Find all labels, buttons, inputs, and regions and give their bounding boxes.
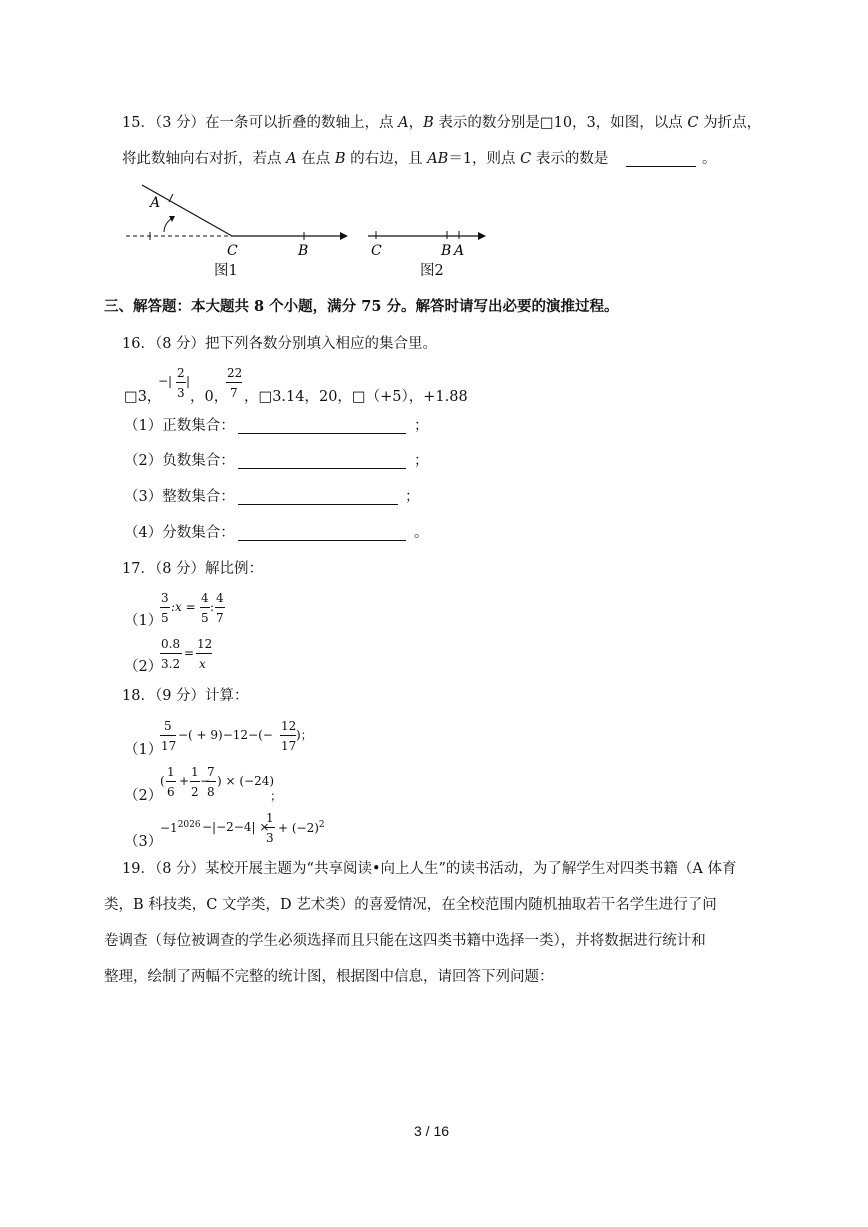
q17-part-1-label: （1） bbox=[124, 613, 163, 629]
q17-p1-fraction-c: 4 7 bbox=[216, 591, 224, 625]
fig1-label-c: C bbox=[227, 243, 238, 259]
q16-number-1: □3， bbox=[124, 389, 162, 405]
fig1-label-a: A bbox=[150, 195, 161, 211]
q16-number-zero: ，0， bbox=[190, 389, 229, 405]
q16-set-4-end: 。 bbox=[414, 525, 429, 541]
q15-line-1: 15．（3 分）在一条可以折叠的数轴上，点 A，B 表示的数分别是□10，3，如图，以点 C 为折点， bbox=[122, 115, 762, 131]
q19-line-3: 卷调查（每位被调查的学生必须选择而且只能在这四类书籍中选择一类），并将数据进行统计和 bbox=[104, 933, 706, 949]
q18-p1-fraction-b: 12 17 bbox=[281, 719, 297, 753]
fig2-label-b: B bbox=[441, 243, 452, 259]
q18-p1-end: )； bbox=[296, 728, 313, 742]
q18-p3-fraction: 1 3 bbox=[266, 811, 274, 845]
q17-p2-fraction-a: 0.8 3.2 bbox=[161, 637, 181, 671]
q19-line-2: 类，B 科技类，C 文学类，D 艺术类）的喜爱情况，在全校范围内随机抽取若干名学生进行了问 bbox=[104, 897, 717, 913]
q16-fraction-22-7: 22 7 bbox=[227, 366, 243, 400]
q16-set-3-label: （3）整数集合： bbox=[124, 489, 235, 505]
q16-set-1-end: ； bbox=[414, 418, 429, 434]
q18-p2-fraction-b: 1 2 bbox=[191, 765, 199, 799]
q16-title: 16．（8 分）把下列各数分别填入相应的集合里。 bbox=[122, 336, 438, 352]
q18-part-2-label: （2） bbox=[124, 788, 163, 804]
fig2-caption: 图2 bbox=[420, 263, 444, 279]
q16-set-4-blank[interactable] bbox=[238, 540, 406, 541]
q18-title: 18．（9 分）计算： bbox=[122, 688, 249, 704]
fig1-fold-arrow-head-icon bbox=[169, 216, 175, 222]
q18-p3-term-c: + $(-2)^2$ bbox=[278, 820, 325, 835]
q16-set-1-label: （1）正数集合： bbox=[124, 418, 235, 434]
q16-set-2-blank[interactable] bbox=[238, 468, 406, 469]
q18-p2-end: ) × (−24) bbox=[217, 774, 275, 788]
q18-p2-fraction-a: 1 6 bbox=[167, 765, 175, 799]
q18-p2-open: ( bbox=[160, 774, 165, 788]
q16-abs-right: | bbox=[186, 374, 191, 388]
q16-set-4-label: （4）分数集合： bbox=[124, 525, 235, 541]
q17-p1-fraction-a: 3 5 bbox=[161, 591, 169, 625]
q16-set-3-end: ； bbox=[405, 489, 420, 505]
fig1-caption: 图1 bbox=[214, 263, 238, 279]
fig1-fold-arrow bbox=[164, 218, 172, 232]
q17-p2-fraction-b: 12 x bbox=[197, 637, 213, 671]
fig2-label-c: C bbox=[371, 243, 382, 259]
q18-p3-term-b: −|−2−4| × bbox=[202, 820, 270, 834]
q16-fraction-2-3: 2 3 bbox=[177, 366, 185, 400]
q16-abs-left: −| bbox=[158, 374, 173, 388]
q19-line-4: 整理，绘制了两幅不完整的统计图，根据图中信息，请回答下列问题： bbox=[104, 969, 554, 985]
q16-set-3-blank[interactable] bbox=[238, 504, 398, 505]
fig1-label-b: B bbox=[298, 243, 309, 259]
q18-p2-minus: − bbox=[200, 774, 211, 788]
fig1-arrow-icon bbox=[340, 232, 348, 240]
q17-title: 17．（8 分）解比例： bbox=[122, 561, 264, 577]
q17-p1-fraction-b: 4 5 bbox=[201, 591, 209, 625]
q18-p2-semicolon: ； bbox=[270, 789, 283, 803]
fig2-label-a: A bbox=[454, 243, 465, 259]
q17-p2-equals: = bbox=[184, 646, 195, 660]
fig2-arrow-icon bbox=[478, 232, 486, 240]
q15-end: 。 bbox=[702, 151, 717, 167]
q19-line-1: 19．（8 分）某校开展主题为“共享阅读•向上人生”的读书活动，为了解学生对四类书籍（A 体育 bbox=[122, 861, 737, 877]
figure-1 bbox=[120, 180, 350, 260]
q18-p1-fraction-a: 5 17 bbox=[161, 719, 177, 753]
q16-set-2-end: ； bbox=[414, 453, 429, 469]
q18-part-1-label: （1） bbox=[124, 742, 163, 758]
q17-part-2-label: （2） bbox=[124, 659, 163, 675]
q17-p1-middle: :x = bbox=[171, 600, 196, 614]
section-3-heading: 三、解答题：本大题共 8 个小题，满分 75 分。解答时请写出必要的演推过程。 bbox=[104, 298, 619, 315]
q18-p2-fraction-c: 7 8 bbox=[207, 765, 215, 799]
q18-p3-term-a: $-1^{2026}$ bbox=[160, 820, 201, 835]
q16-set-1-blank[interactable] bbox=[238, 433, 406, 434]
q18-p1-middle: −( + 9)−12−(− bbox=[178, 728, 273, 742]
figure-2 bbox=[362, 220, 492, 260]
q15-line-2: 将此数轴向右对折，若点 A 在点 B 的右边，且 AB＝1，则点 C 表示的数是 bbox=[122, 151, 609, 167]
q17-p1-colon: : bbox=[210, 600, 215, 614]
q15-answer-blank[interactable] bbox=[626, 166, 696, 167]
q16-set-2-label: （2）负数集合： bbox=[124, 453, 235, 469]
q18-p2-plus: + bbox=[179, 774, 190, 788]
q18-part-3-label: （3） bbox=[124, 834, 163, 850]
q16-numbers-rest: ，□3.14，20，□（+5），+1.88 bbox=[244, 389, 468, 405]
page-number: 3 / 16 bbox=[414, 1123, 450, 1139]
